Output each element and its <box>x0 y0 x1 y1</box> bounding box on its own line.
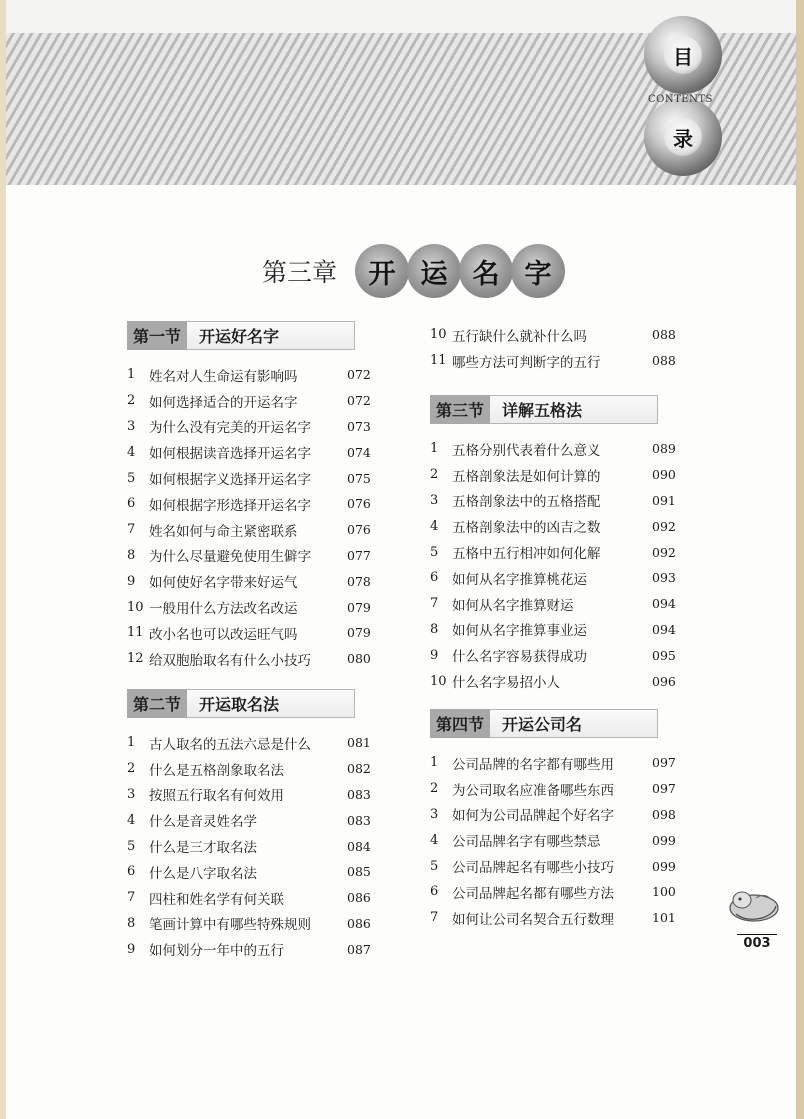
toc-entry-title: 如何为公司品牌起个好名字 <box>452 808 614 825</box>
chapter-title-char: 字 <box>511 244 565 298</box>
contents-glyph-bottom: 录 <box>664 118 702 156</box>
toc-entry-number: 5 <box>430 544 439 560</box>
toc-entry[interactable] <box>127 594 377 620</box>
contents-orb-bottom <box>644 98 722 176</box>
section-header <box>127 321 355 350</box>
toc-entry[interactable] <box>127 362 377 388</box>
toc-entry-title: 五格剖象法是如何计算的 <box>452 468 601 485</box>
toc-entry[interactable] <box>127 859 377 885</box>
toc-entry-number: 4 <box>430 518 439 534</box>
contents-label: CONTENTS <box>648 94 713 105</box>
section-3 <box>430 395 682 694</box>
toc-entry-page: 097 <box>652 755 676 771</box>
toc-entry-page: 082 <box>347 761 371 777</box>
toc-entry-number: 9 <box>127 573 136 589</box>
toc-entry-title: 哪些方法可判断字的五行 <box>452 354 601 371</box>
toc-entry-title: 五格剖象法中的五格搭配 <box>452 494 601 511</box>
toc-entry-title: 如何划分一年中的五行 <box>149 943 284 960</box>
toc-entry-page: 084 <box>347 838 371 854</box>
section-header <box>430 395 658 424</box>
toc-entry[interactable] <box>127 833 377 859</box>
toc-entry-number: 1 <box>127 735 136 751</box>
toc-entry-page: 085 <box>347 864 371 880</box>
toc-entry-number: 8 <box>127 915 136 931</box>
toc-entry-number: 11 <box>430 353 447 369</box>
toc-entry-number: 9 <box>127 941 136 957</box>
toc-entry[interactable] <box>430 488 682 514</box>
toc-entry-title: 如何选择适合的开运名字 <box>149 394 298 411</box>
toc-entry-page: 086 <box>347 915 371 931</box>
toc-entry-number: 5 <box>127 838 136 854</box>
toc-entry[interactable] <box>430 565 682 591</box>
toc-entry-page: 077 <box>347 547 371 563</box>
toc-entry-page: 072 <box>347 393 371 409</box>
toc-entry[interactable] <box>430 617 682 643</box>
toc-entry[interactable] <box>430 436 682 462</box>
toc-entry-title: 什么是八字取名法 <box>149 865 257 882</box>
toc-entry-title: 一般用什么方法改名改运 <box>149 601 298 618</box>
toc-entry[interactable] <box>430 776 682 802</box>
toc-entry-page: 092 <box>652 544 676 560</box>
toc-entry-number: 6 <box>127 496 136 512</box>
toc-list <box>127 730 377 962</box>
section-header <box>127 689 355 718</box>
toc-entry-page: 097 <box>652 781 676 797</box>
toc-entry-number: 5 <box>127 470 136 486</box>
toc-entry[interactable] <box>430 853 682 879</box>
toc-entry-page: 074 <box>347 444 371 460</box>
toc-entry-page: 088 <box>652 353 676 369</box>
toc-entry-page: 076 <box>347 522 371 538</box>
toc-entry-page: 076 <box>347 496 371 512</box>
toc-entry-number: 9 <box>430 647 439 663</box>
toc-entry-page: 092 <box>652 518 676 534</box>
toc-entry-page: 083 <box>347 812 371 828</box>
toc-entry-number: 7 <box>127 522 136 538</box>
toc-entry-title: 四柱和姓名学有何关联 <box>149 891 284 908</box>
toc-entry-page: 072 <box>347 367 371 383</box>
toc-entry-title: 公司品牌的名字都有哪些用 <box>452 756 614 773</box>
toc-entry-title: 如何从名字推算桃花运 <box>452 571 587 588</box>
toc-entry-title: 改小名也可以改运旺气吗 <box>149 626 298 643</box>
toc-entry-number: 6 <box>127 864 136 880</box>
toc-entry-number: 8 <box>127 547 136 563</box>
toc-entry-number: 11 <box>127 625 144 641</box>
toc-entry[interactable] <box>127 388 377 414</box>
toc-entry-page: 086 <box>347 890 371 906</box>
toc-entry[interactable] <box>127 646 377 672</box>
toc-entry-title: 公司品牌起名都有哪些方法 <box>452 885 614 902</box>
section-1 <box>127 321 377 672</box>
toc-entry-title: 为什么没有完美的开运名字 <box>149 420 311 437</box>
toc-entry-number: 3 <box>430 806 439 822</box>
toc-entry-page: 090 <box>652 467 676 483</box>
toc-entry-number: 8 <box>430 621 439 637</box>
section-title: 详解五格法 <box>490 395 658 424</box>
toc-entry[interactable] <box>127 439 377 465</box>
section-header <box>430 709 658 738</box>
toc-entry-title: 公司品牌起名有哪些小技巧 <box>452 860 614 877</box>
toc-entry[interactable] <box>127 911 377 937</box>
toc-entry-page: 094 <box>652 621 676 637</box>
toc-entry[interactable] <box>127 756 377 782</box>
toc-entry-number: 1 <box>127 367 136 383</box>
toc-entry[interactable] <box>127 543 377 569</box>
toc-entry-number: 4 <box>127 812 136 828</box>
toc-entry[interactable] <box>127 936 377 962</box>
contents-glyph-top: 目 <box>664 36 702 74</box>
toc-list <box>127 362 377 672</box>
toc-entry-title: 什么是五格剖象取名法 <box>149 762 284 779</box>
toc-entry-title: 笔画计算中有哪些特殊规则 <box>149 917 311 934</box>
chapter-heading <box>262 244 565 298</box>
toc-entry[interactable] <box>430 827 682 853</box>
toc-entry-page: 099 <box>652 858 676 874</box>
chapter-title-char: 开 <box>355 244 409 298</box>
toc-entry-title: 古人取名的五法六忌是什么 <box>149 736 311 753</box>
chapter-title-char: 运 <box>407 244 461 298</box>
toc-entry[interactable] <box>430 348 682 374</box>
section-2-continued <box>430 322 682 374</box>
toc-entry-page: 083 <box>347 786 371 802</box>
toc-entry-number: 4 <box>127 444 136 460</box>
toc-entry-page: 100 <box>652 884 676 900</box>
page-edge-right <box>796 0 804 1119</box>
toc-entry-title: 什么名字容易获得成功 <box>452 649 587 666</box>
toc-entry-page: 098 <box>652 806 676 822</box>
toc-entry-page: 081 <box>347 735 371 751</box>
toc-entry[interactable] <box>127 620 377 646</box>
section-title: 开运好名字 <box>187 321 355 350</box>
toc-entry-number: 3 <box>127 786 136 802</box>
toc-entry[interactable] <box>127 730 377 756</box>
toc-entry-title: 如何根据字义选择开运名字 <box>149 472 311 489</box>
section-title: 开运公司名 <box>490 709 658 738</box>
toc-entry[interactable] <box>430 462 682 488</box>
toc-entry-title: 如何使好名字带来好运气 <box>149 575 298 592</box>
toc-entry-page: 093 <box>652 570 676 586</box>
toc-entry[interactable] <box>430 322 682 348</box>
toc-entry[interactable] <box>430 513 682 539</box>
toc-entry[interactable] <box>430 642 682 668</box>
toc-entry[interactable] <box>430 905 682 931</box>
toc-entry-title: 如何让公司名契合五行数理 <box>452 911 614 928</box>
toc-entry-number: 2 <box>430 467 439 483</box>
toc-entry-page: 089 <box>652 441 676 457</box>
toc-entry-number: 6 <box>430 570 439 586</box>
toc-entry-number: 3 <box>430 492 439 508</box>
toc-entry-number: 7 <box>430 596 439 612</box>
chapter-title-char: 名 <box>459 244 513 298</box>
toc-entry-title: 什么是音灵姓名学 <box>149 814 257 831</box>
toc-entry[interactable] <box>430 591 682 617</box>
toc-entry-page: 078 <box>347 573 371 589</box>
toc-entry-page: 073 <box>347 418 371 434</box>
toc-entry-number: 12 <box>127 651 144 667</box>
toc-list <box>430 322 682 374</box>
toc-entry[interactable] <box>430 539 682 565</box>
toc-entry-title: 什么名字易招小人 <box>452 675 560 692</box>
toc-entry-number: 10 <box>430 327 447 343</box>
toc-entry-number: 3 <box>127 418 136 434</box>
toc-entry-page: 079 <box>347 625 371 641</box>
toc-entry-page: 087 <box>347 941 371 957</box>
toc-entry-number: 2 <box>127 761 136 777</box>
toc-entry[interactable] <box>127 885 377 911</box>
toc-entry-page: 091 <box>652 492 676 508</box>
toc-entry-page: 080 <box>347 651 371 667</box>
toc-entry-title: 按照五行取名有何效用 <box>149 788 284 805</box>
toc-entry[interactable] <box>127 568 377 594</box>
section-2 <box>127 689 377 962</box>
section-title: 开运取名法 <box>187 689 355 718</box>
toc-entry[interactable] <box>430 750 682 776</box>
section-number: 第三节 <box>430 395 490 424</box>
toc-entry-title: 五行缺什么就补什么吗 <box>452 328 587 345</box>
toc-entry-page: 075 <box>347 470 371 486</box>
toc-entry-number: 2 <box>127 393 136 409</box>
toc-entry-title: 五格分别代表着什么意义 <box>452 442 601 459</box>
toc-entry-page: 096 <box>652 673 676 689</box>
section-number: 第一节 <box>127 321 187 350</box>
toc-entry-title: 为什么尽量避免使用生僻字 <box>149 549 311 566</box>
toc-entry[interactable] <box>127 517 377 543</box>
toc-entry[interactable] <box>127 782 377 808</box>
toc-entry-number: 10 <box>127 599 144 615</box>
toc-entry-title: 公司品牌名字有哪些禁忌 <box>452 834 601 851</box>
toc-entry-title: 五格中五行相冲如何化解 <box>452 546 601 563</box>
toc-entry-title: 什么是三才取名法 <box>149 840 257 857</box>
toc-entry-number: 2 <box>430 781 439 797</box>
toc-entry-title: 姓名如何与命主紧密联系 <box>149 523 298 540</box>
toc-entry[interactable] <box>430 802 682 828</box>
toc-entry-title: 给双胞胎取名有什么小技巧 <box>149 652 311 669</box>
toc-entry-page: 088 <box>652 327 676 343</box>
contents-orb-top <box>644 16 722 94</box>
toc-entry[interactable] <box>430 879 682 905</box>
toc-entry-number: 1 <box>430 441 439 457</box>
toc-entry-title: 如何根据读音选择开运名字 <box>149 446 311 463</box>
toc-entry-number: 7 <box>430 910 439 926</box>
toc-entry-title: 五格剖象法中的凶吉之数 <box>452 520 601 537</box>
toc-entry-title: 如何根据字形选择开运名字 <box>149 497 311 514</box>
section-4 <box>430 709 682 931</box>
toc-entry-page: 099 <box>652 832 676 848</box>
toc-entry-number: 4 <box>430 832 439 848</box>
toc-entry-title: 姓名对人生命运有影响吗 <box>149 368 298 385</box>
toc-entry-number: 7 <box>127 890 136 906</box>
toc-entry-page: 095 <box>652 647 676 663</box>
toc-entry[interactable] <box>127 491 377 517</box>
toc-list <box>430 750 682 931</box>
section-number: 第四节 <box>430 709 490 738</box>
page-number: 003 <box>737 934 777 951</box>
toc-entry-title: 为公司取名应准备哪些东西 <box>452 782 614 799</box>
toc-entry-number: 10 <box>430 673 447 689</box>
section-number: 第二节 <box>127 689 187 718</box>
toc-entry-number: 1 <box>430 755 439 771</box>
carved-jade-ornament-icon <box>726 884 782 926</box>
toc-list <box>430 436 682 694</box>
toc-entry[interactable] <box>430 668 682 694</box>
toc-entry-title: 如何从名字推算事业运 <box>452 623 587 640</box>
toc-entry-page: 079 <box>347 599 371 615</box>
toc-entry-number: 6 <box>430 884 439 900</box>
toc-entry-title: 如何从名字推算财运 <box>452 597 574 614</box>
chapter-label: 第三章 <box>262 258 338 287</box>
toc-entry-page: 101 <box>652 910 676 926</box>
toc-entry-page: 094 <box>652 596 676 612</box>
toc-entry[interactable] <box>127 414 377 440</box>
toc-entry[interactable] <box>127 807 377 833</box>
toc-entry-number: 5 <box>430 858 439 874</box>
toc-entry[interactable] <box>127 465 377 491</box>
chapter-title <box>359 244 565 298</box>
